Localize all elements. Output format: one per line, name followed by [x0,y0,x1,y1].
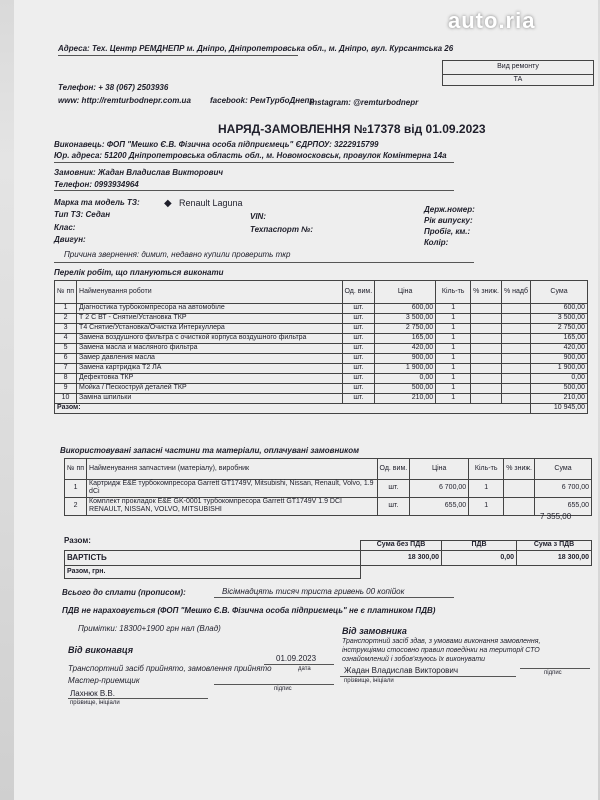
row-price: 2 750,00 [375,324,436,334]
col-name: Найменування запчастини (матеріалу), виробник [87,459,378,480]
parts-table [64,458,592,516]
renault-logo-icon: ◆ [164,198,172,209]
row-discount [504,480,535,498]
vat-note: ПДВ не нараховується (ФОП "Мешко Є.В. Фізична особа підприємець" не є платником ПДВ) [62,606,436,615]
row-name: Комплект прокладок E&E GK-0001 турбокомпресора Garrett GT1749V 1.9 DCI RENAULT, NISSAN, VOLVO, MITSUBISHI [87,497,378,515]
amount-in-words-value: Вісімнадцять тисяч триста гривень 00 копійок [222,587,405,596]
executor-info: Виконавець: ФОП "Мешко Є.В. Фізична особа підприємець" ЄДРПОУ: 3222915799 [54,140,379,149]
summary-header [65,541,592,551]
divider [54,162,454,163]
row-discount [471,374,502,384]
row-discount [471,354,502,364]
col-number: № пп [65,459,87,480]
row-qty: 1 [436,394,471,404]
vehicle-make-value: Renault Laguna [179,198,243,208]
row-name: Діагностика турбокомпресора на автомобіле [77,304,342,314]
notes: Примітки: 18300+1900 грн нал (Влад) [78,624,221,633]
works-table-row [55,394,588,404]
executor-sign-date: 01.09.2023 [276,654,317,663]
summary-cost-vat: 0,00 [442,551,517,566]
row-price: 0,00 [375,374,436,384]
row-markup [501,384,530,394]
works-table-row [55,344,588,354]
parts-table-row [65,480,592,498]
row-number: 10 [55,394,77,404]
row-discount [471,384,502,394]
row-markup [501,314,530,324]
works-total-row [55,404,588,414]
parts-table-body [65,480,592,516]
row-number: 2 [65,497,87,515]
row-discount [471,364,502,374]
name-line [68,698,208,699]
row-name: Замер давления масла [77,354,342,364]
row-price: 3 500,00 [375,314,436,324]
company-address: Адреса: Тех. Центр РЕМДНЕПР м. Дніпро, Дніпропетровська обл., м. Дніпро, вул. Курсантська 26 [58,44,454,53]
col-markup: % надб [501,281,530,304]
row-unit: шт. [342,384,375,394]
summary-col-no-vat: Сума без ПДВ [361,541,442,551]
row-name: Замена воздушного фильтра с очисткой корпуса воздушного фильтра [77,334,342,344]
row-number: 4 [55,334,77,344]
row-name: Замена масла и масляного фильтра [77,344,342,354]
row-unit: шт. [342,334,375,344]
row-markup [501,334,530,344]
row-name: Т 2 С ВТ - Снятие/Установка ТКР [77,314,342,324]
row-price: 1 900,00 [375,364,436,374]
row-number: 8 [55,374,77,384]
vehicle-class: Клас: [54,223,76,232]
row-qty: 1 [436,324,471,334]
vehicle-make-label: Марка та модель ТЗ: [54,198,140,207]
customer-sign-name: Жадан Владислав Викторович [344,666,459,675]
summary-total-row [65,566,592,579]
row-number: 7 [55,364,77,374]
summary-col-with-vat: Сума з ПДВ [517,541,592,551]
row-markup [501,394,530,404]
customer-name: Замовник: Жадан Владислав Викторович [54,168,224,177]
row-number: 9 [55,384,77,394]
row-markup [501,344,530,354]
row-number: 1 [55,304,77,314]
vehicle-year: Рік випуску: [424,216,473,225]
row-sum: 1 900,00 [531,364,588,374]
row-sum: 500,00 [531,384,588,394]
work-order-document [14,0,598,800]
name-line [340,676,516,677]
vehicle-mileage: Пробіг, км.: [424,227,471,236]
row-sum: 600,00 [531,304,588,314]
row-markup [501,364,530,374]
repair-type-value: ТА [443,74,593,84]
row-unit: шт. [342,344,375,354]
works-table-row [55,364,588,374]
divider [58,55,298,56]
col-price: Ціна [375,281,436,304]
document-title: НАРЯД-ЗАМОВЛЕННЯ №17378 від 01.09.2023 [218,122,486,136]
row-qty: 1 [469,480,504,498]
company-website: www: http://remturbodnepr.com.ua [58,96,191,105]
row-number: 2 [55,314,77,324]
divider [54,262,474,263]
vehicle-vin: VIN: [250,212,266,221]
company-phone: Телефон: + 38 (067) 2503936 [58,83,169,92]
vehicle-reg-number: Держ.номер: [424,205,475,214]
executor-signature-caption: підпис [274,686,292,692]
company-facebook: facebook: РемТурбоДнепр [210,96,315,105]
row-sum: 165,00 [531,334,588,344]
works-table [54,280,588,414]
row-markup [501,374,530,384]
amount-in-words-label: Всього до сплати (прописом): [62,588,186,597]
date-line [264,664,334,665]
row-discount [504,497,535,515]
company-instagram: instagram: @remturbodnepr [310,98,419,107]
row-sum: 420,00 [531,344,588,354]
row-sum: 2 750,00 [531,324,588,334]
master-label: Мастер-приемщик [68,676,140,685]
row-qty: 1 [436,334,471,344]
col-discount: % зниж. [471,281,502,304]
row-sum: 0,00 [531,374,588,384]
works-table-row [55,304,588,314]
row-name: Дефектовка ТКР [77,374,342,384]
customer-name-caption: прізвище, ініціали [344,678,394,684]
row-qty: 1 [469,497,504,515]
row-discount [471,324,502,334]
works-table-row [55,354,588,364]
row-unit: шт. [342,324,375,334]
vehicle-color: Колір: [424,238,449,247]
col-qty: Кіль-ть [469,459,504,480]
col-sum: Сума [535,459,592,480]
customer-sign-text2: інструкціями стосовно правил поведінки на території СТО [342,647,540,654]
col-number: № пп [55,281,77,304]
works-table-row [55,374,588,384]
row-sum: 210,00 [531,394,588,404]
row-price: 6 700,00 [410,480,469,498]
master-name: Лахнюк В.В. [70,689,115,698]
col-unit: Од. вим. [377,459,410,480]
customer-sign-title: Від замовника [342,626,407,636]
executor-sign-title: Від виконавця [68,645,134,655]
works-total-label: Разом: [55,404,531,414]
row-sum: 6 700,00 [535,480,592,498]
row-qty: 1 [436,374,471,384]
row-name: Заміна шпильки [77,394,342,404]
vehicle-engine: Двигун: [54,235,86,244]
works-section-title: Перелік робіт, що плануються виконати [54,268,224,277]
summary-table [64,540,592,579]
row-sum: 3 500,00 [531,314,588,324]
row-sum: 655,00 [535,497,592,515]
row-discount [471,304,502,314]
col-sum: Сума [531,281,588,304]
row-markup [501,324,530,334]
executor-sign-text: Транспортний засіб прийнято, замовлення прийнято [68,664,272,673]
visit-reason: Причина звернення: димит, недавно купили проверить ткр [64,250,291,259]
watermark-logo: auto.ria [448,8,536,33]
repair-type-box [442,60,594,86]
row-discount [471,394,502,404]
col-unit: Од. вим. [342,281,375,304]
row-qty: 1 [436,344,471,354]
parts-total-label: Разом: [64,536,91,545]
row-price: 165,00 [375,334,436,344]
master-name-caption: прізвище, ініціали [70,700,120,706]
signature-line [214,684,334,685]
customer-sign-text1: Транспортний засіб здав, з умовами виконання замовлення, [342,638,541,645]
vehicle-techpassport: Техпаспорт №: [250,225,313,234]
row-unit: шт. [342,364,375,374]
row-unit: шт. [342,304,375,314]
row-discount [471,314,502,324]
row-sum: 900,00 [531,354,588,364]
row-price: 500,00 [375,384,436,394]
row-qty: 1 [436,354,471,364]
row-unit: шт. [377,480,410,498]
works-total-value: 10 945,00 [531,404,588,414]
row-discount [471,334,502,344]
works-table-row [55,314,588,324]
summary-cost-with-vat: 18 300,00 [517,551,592,566]
col-discount: % зниж. [504,459,535,480]
row-name: Т4 Снятие/Установка/Очистка Интеркуллера [77,324,342,334]
row-price: 900,00 [375,354,436,364]
row-qty: 1 [436,384,471,394]
row-number: 5 [55,344,77,354]
row-unit: шт. [342,314,375,324]
row-name: Замена картриджа Т2 ЛА [77,364,342,374]
executor-legal-address: Юр. адреса: 51200 Дніпропетровська область обл., м. Новомосковськ, провулок Комінтерна 14а [54,151,447,160]
parts-table-header [65,459,592,480]
summary-total-label: Разом, грн. [65,566,361,579]
divider [214,597,454,598]
row-markup [501,304,530,314]
row-unit: шт. [342,394,375,404]
row-unit: шт. [377,497,410,515]
repair-type-label: Вид ремонту [497,63,539,70]
date-caption: дата [298,666,311,672]
row-price: 420,00 [375,344,436,354]
works-table-row [55,384,588,394]
row-number: 3 [55,324,77,334]
row-name: Мойка / Пескоструй деталей ТКР [77,384,342,394]
summary-cost-row [65,551,592,566]
parts-section-title: Використовувані запасні частини та матеріали, оплачувані замовником [60,446,360,455]
row-markup [501,354,530,364]
divider [54,190,454,191]
row-price: 655,00 [410,497,469,515]
row-qty: 1 [436,314,471,324]
customer-phone: Телефон: 0993934964 [54,180,139,189]
signature-line [520,668,590,669]
summary-cost-label: ВАРТІСТЬ [65,551,361,566]
row-number: 6 [55,354,77,364]
col-name: Найменування роботи [77,281,342,304]
row-price: 210,00 [375,394,436,404]
row-price: 600,00 [375,304,436,314]
summary-cost-no-vat: 18 300,00 [361,551,442,566]
customer-sign-text3: ознайомлений і зобов'язуюсь їх виконувати [342,656,486,663]
row-number: 1 [65,480,87,498]
customer-signature-caption: підпис [544,670,562,676]
works-table-row [55,334,588,344]
col-price: Ціна [410,459,469,480]
works-table-body [55,304,588,404]
row-discount [471,344,502,354]
works-table-row [55,324,588,334]
works-table-header [55,281,588,304]
row-qty: 1 [436,304,471,314]
row-unit: шт. [342,354,375,364]
parts-table-row [65,497,592,515]
row-name: Картридж E&E турбокомпресора Garrett GT1749V, Mitsubishi, Nissan, Renault, Volvo, 1.9 dCi [87,480,378,498]
vehicle-type: Тип ТЗ: Седан [54,210,111,219]
row-qty: 1 [436,364,471,374]
parts-total-value: 7 355,00 [540,512,572,521]
col-qty: Кіль-ть [436,281,471,304]
summary-col-vat: ПДВ [442,541,517,551]
row-unit: шт. [342,374,375,384]
